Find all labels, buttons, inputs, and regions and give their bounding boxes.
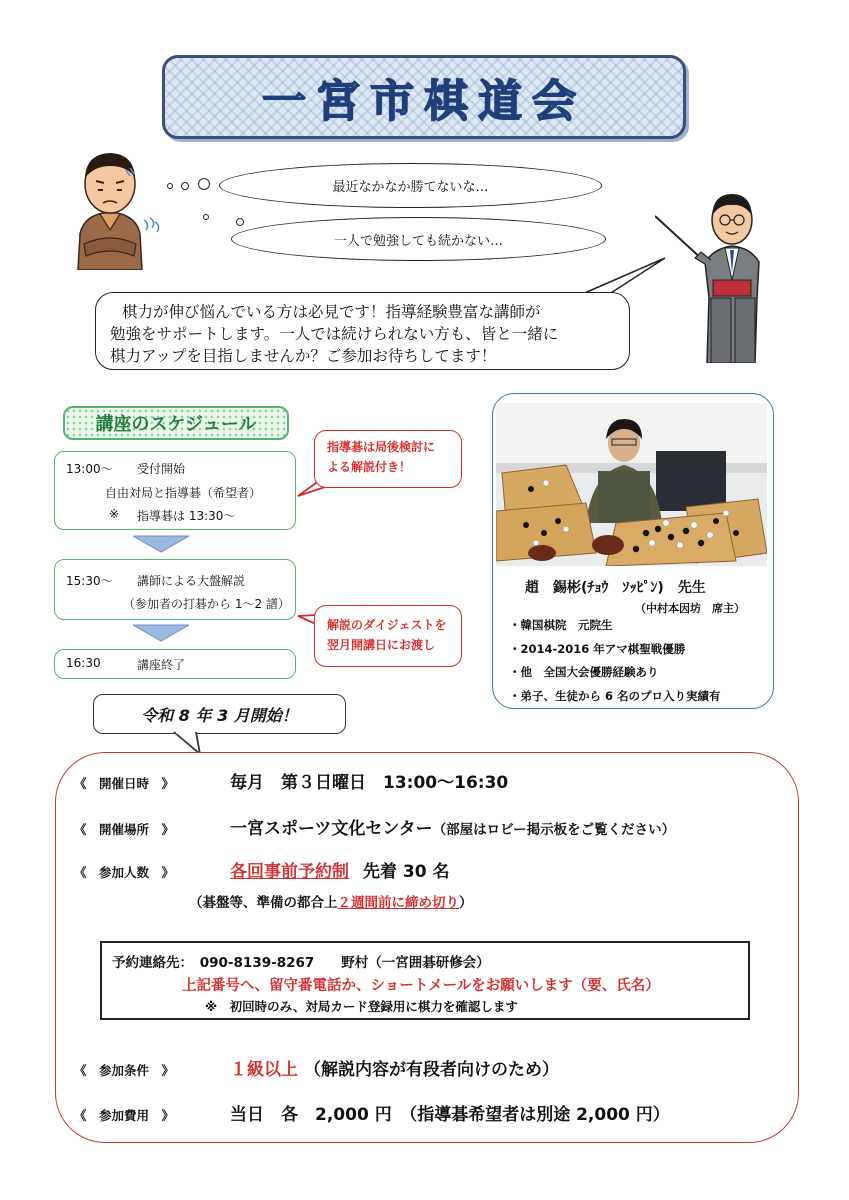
schedule-note: 指導碁は 13:30～ <box>137 509 236 523</box>
venue-value: 一宮スポーツ文化センター <box>230 819 433 839</box>
note-mark: ※ <box>109 507 120 521</box>
schedule-header <box>63 406 289 440</box>
achievement-item: ・韓国棋院 元院生 <box>509 618 613 632</box>
callout-line: 解説のダイジェストを <box>327 618 447 632</box>
go-lesson-photo <box>496 403 767 566</box>
thought-cloud-2 <box>231 217 606 261</box>
contact-line: 予約連絡先： 090-8139-8267 野村（一宮囲碁研修会） <box>112 955 490 971</box>
deadline-note: ２週間前に締め切り <box>337 895 459 911</box>
start-label-text: 令和 8 年 3 月開始！ <box>141 705 298 725</box>
teacher-affiliation: （中村本因坊 席主） <box>635 602 745 615</box>
review-callout <box>314 430 462 488</box>
thought-dot <box>181 182 189 190</box>
sweat-icon <box>140 214 164 238</box>
schedule-time: 13:00～ <box>66 462 113 476</box>
schedule-item: （参加者の打碁から 1～2 譜） <box>123 597 290 611</box>
thought-text: 最近なかなか勝てないな… <box>332 180 489 195</box>
down-arrow-icon <box>133 534 189 554</box>
intro-line: 棋力アップを目指しませんか？ご参加お待ちしてます！ <box>110 347 497 365</box>
thought-dot <box>203 214 209 220</box>
thought-cloud-1 <box>219 163 602 208</box>
fee-value: 当日 各 2,000 円 （指導碁希望者は別途 2,000 円） <box>230 1105 670 1125</box>
schedule-time: 15:30～ <box>66 574 113 588</box>
date-row <box>74 768 508 793</box>
worried-man-illustration <box>70 148 150 270</box>
schedule-item: 自由対局と指導碁（希望者） <box>105 486 262 500</box>
schedule-block-3 <box>54 649 296 679</box>
condition-value: （解説内容が有段者向けのため） <box>304 1060 559 1080</box>
count-label: 《 参加人数 》 <box>74 865 175 880</box>
achievement-item: ・他 全国大会優勝経験あり <box>509 665 659 679</box>
count-note: （碁盤等、準備の都合上 <box>189 895 338 911</box>
schedule-block-1 <box>54 451 296 530</box>
intro-bubble <box>95 292 630 370</box>
thought-dot <box>167 183 173 189</box>
thought-dot <box>198 178 210 190</box>
contact-instruction: 上記番号へ、留守番電話か、ショートメールをお願いします（要、氏名） <box>182 978 660 994</box>
fee-label: 《 参加費用 》 <box>74 1108 175 1123</box>
date-label: 《 開催日時 》 <box>74 776 175 791</box>
schedule-item: 講座終了 <box>137 658 186 672</box>
teacher-name: 趙 錫彬(ﾁｮｳ ｿｯﾋﾟﾝ) 先生 <box>525 580 706 596</box>
schedule-header-text: 講座のスケジュール <box>95 414 257 435</box>
count-row <box>74 857 450 882</box>
count-red: 各回事前予約制 <box>230 862 349 882</box>
achievement-item: ・弟子、生徒から 6 名のプロ入り実績有 <box>509 688 721 703</box>
callout-line: よる解説付き！ <box>327 460 412 474</box>
achievement-item: ・2014-2016 年アマ棋聖戦優勝 <box>509 641 686 656</box>
teacher-photo <box>496 403 767 566</box>
count-value: 先着 30 名 <box>363 862 450 882</box>
schedule-item: 受付開始 <box>137 462 186 476</box>
intro-line: 勉強をサポートします。一人では続けられない方も、皆と一緒に <box>110 325 559 343</box>
title-banner <box>162 55 686 139</box>
thought-dot <box>236 218 244 226</box>
schedule-item: 講師による大盤解説 <box>137 574 246 588</box>
venue-row <box>74 814 675 839</box>
condition-label: 《 参加条件 》 <box>74 1063 175 1078</box>
intro-line: 棋力が伸び悩んでいる方は必見です！指導経験豊富な講師が <box>122 303 541 321</box>
digest-callout <box>314 605 462 667</box>
callout-line: 翌月開講日にお渡し <box>327 638 436 652</box>
condition-red: １級以上 <box>230 1060 298 1080</box>
schedule-time: 16:30 <box>66 656 101 670</box>
condition-row <box>74 1055 559 1080</box>
count-note-end: ） <box>459 895 473 911</box>
teacher-achievements <box>509 614 721 708</box>
date-value: 毎月 第３日曜日 13:00～16:30 <box>230 773 509 793</box>
contact-note: ※ 初回時のみ、対局カード登録用に棋力を確認します <box>205 999 518 1014</box>
lecturer-illustration <box>655 188 770 363</box>
callout-line: 指導碁は局後検討に <box>327 440 436 454</box>
schedule-block-2 <box>54 559 296 620</box>
venue-label: 《 開催場所 》 <box>74 822 175 837</box>
page-title: 一宮市棋道会 <box>262 76 586 127</box>
thought-text: 一人で勉強しても続かない… <box>333 233 503 249</box>
count-note-row <box>189 891 473 911</box>
fee-row <box>74 1100 670 1125</box>
venue-note: （部屋はロビー掲示板をご覧ください） <box>432 822 676 838</box>
start-label <box>93 694 346 734</box>
contact-box <box>100 941 750 1020</box>
down-arrow-icon <box>133 623 189 643</box>
